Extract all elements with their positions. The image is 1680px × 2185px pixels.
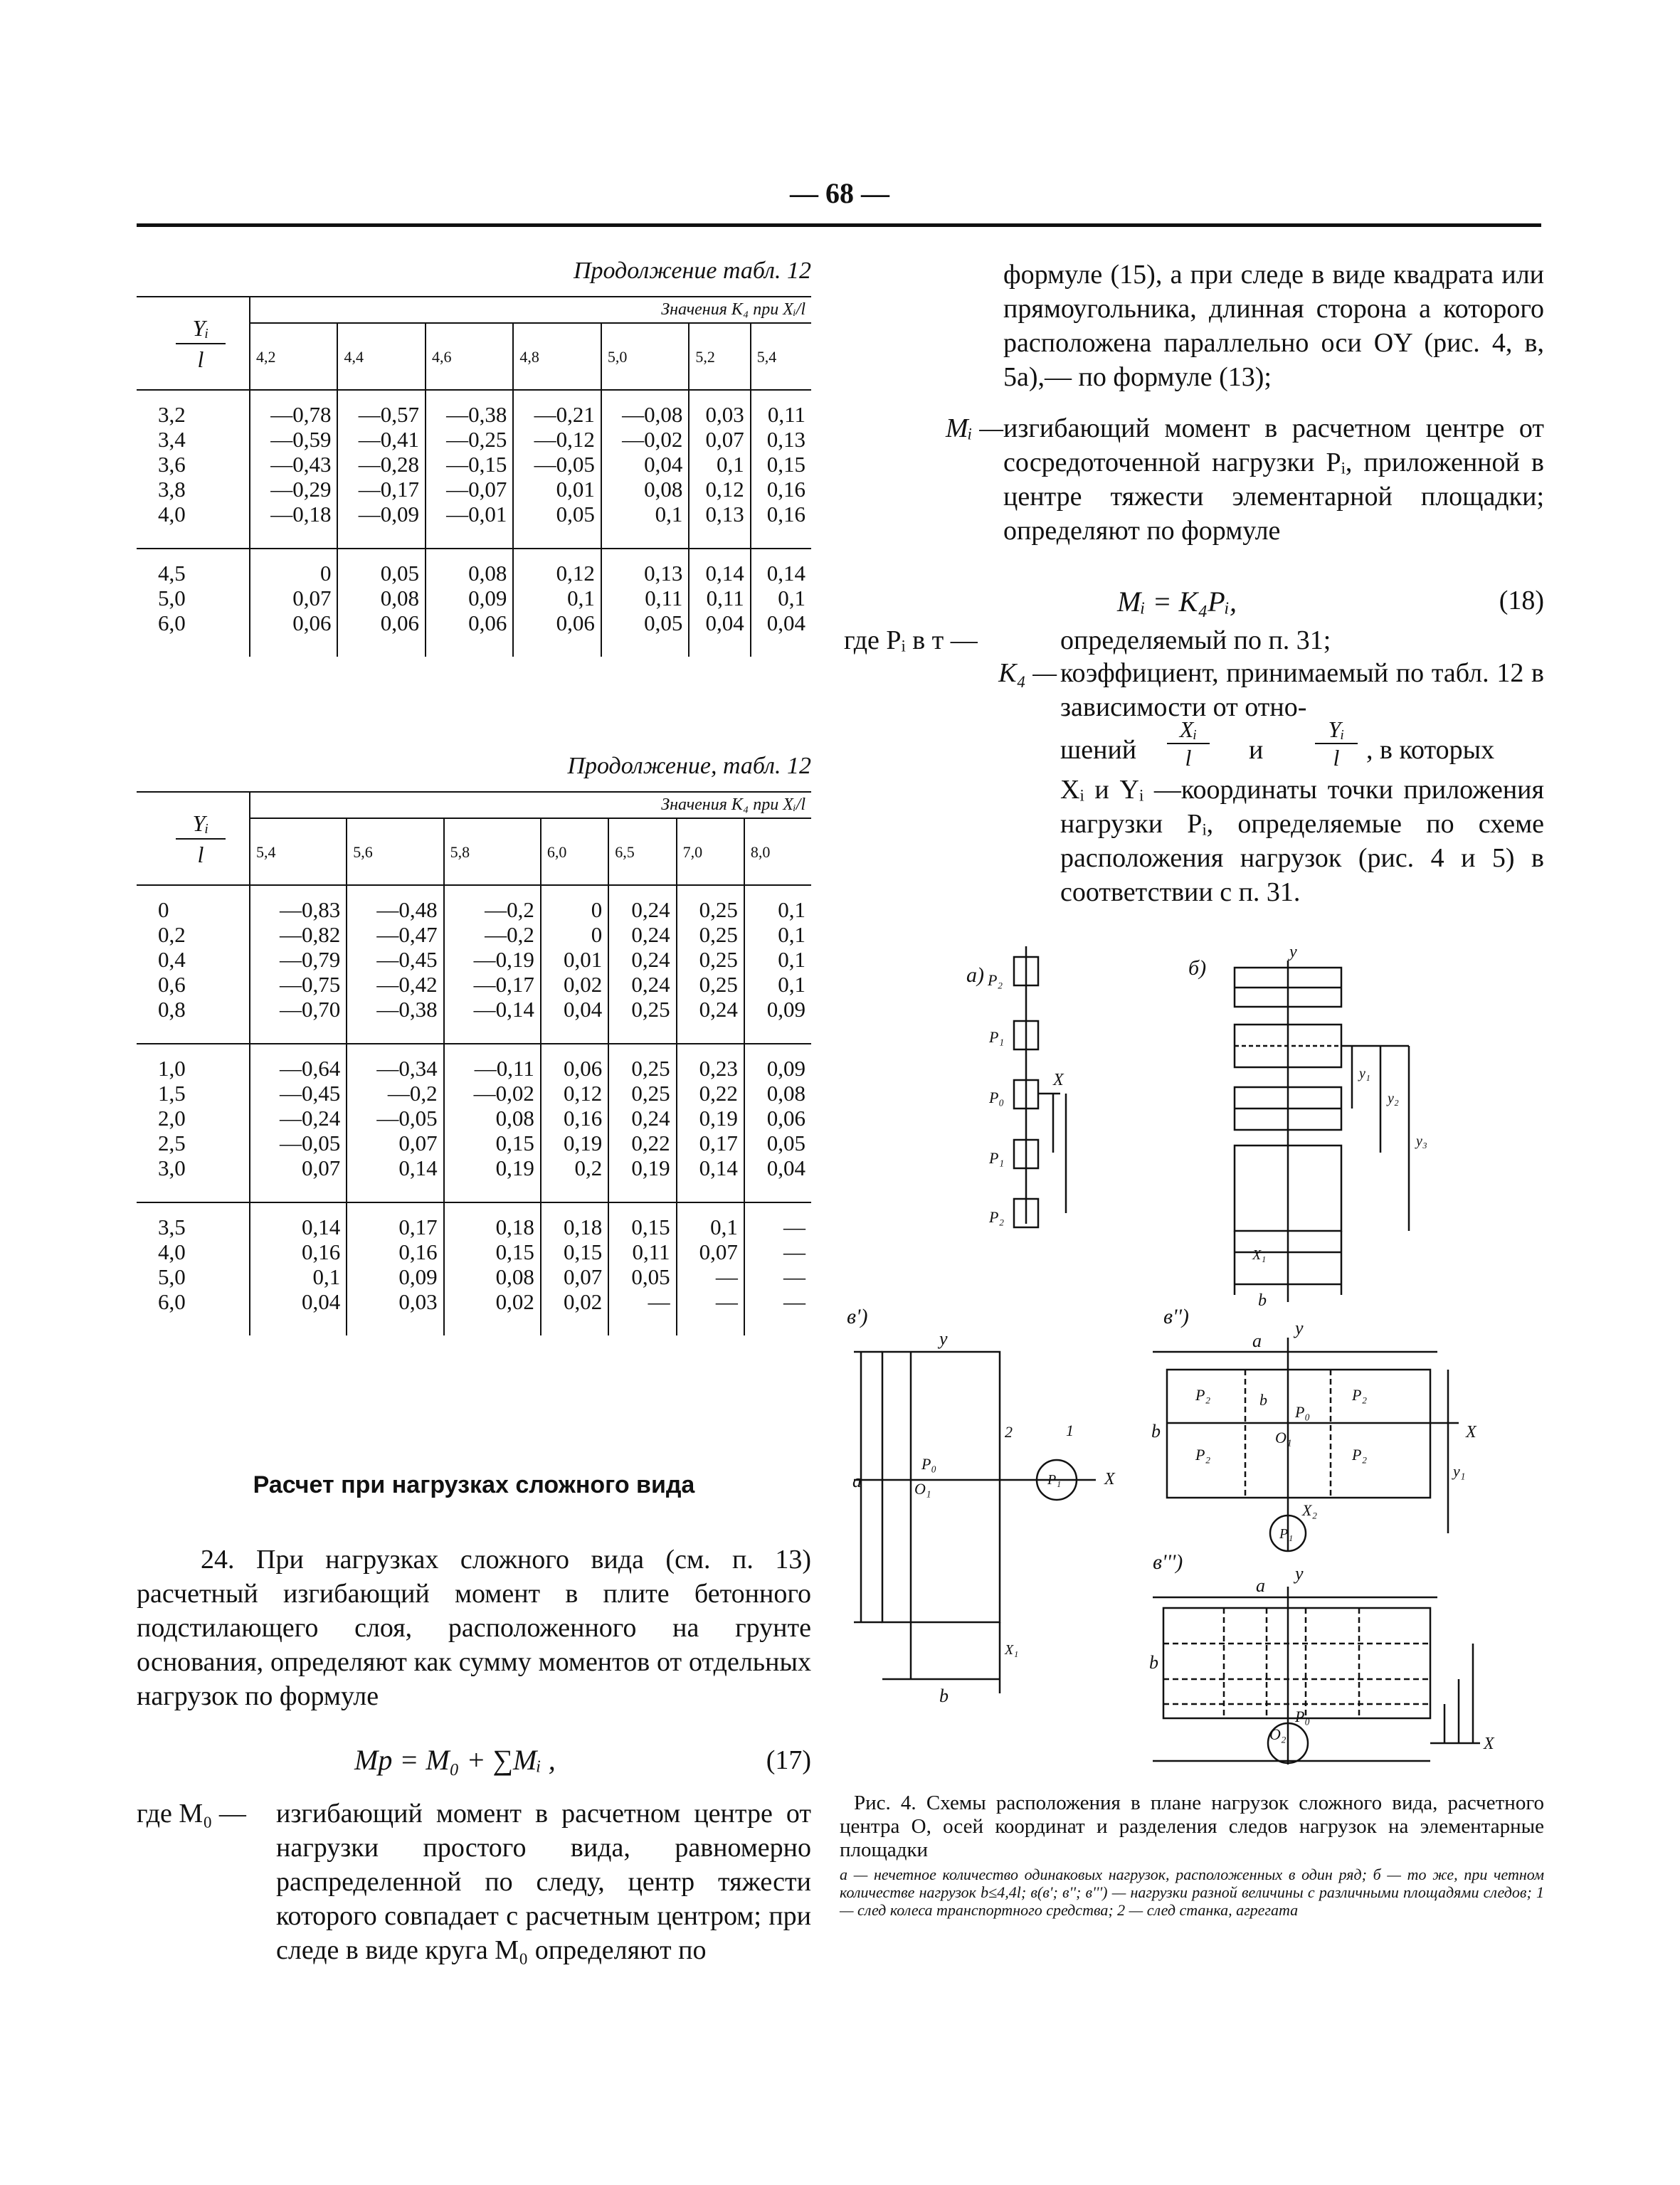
table1 [137,296,811,657]
table2-cell: 0,6 [158,972,186,997]
table2-cell: —0,45 [250,1081,347,1106]
table2-cell: —0,17 [444,972,541,997]
table1-cell: 0,12 [689,477,750,502]
table2-cell: —0,02 [444,1081,541,1106]
table2-cell: 0,18 [541,1203,608,1239]
scheme-a [966,946,1066,1227]
table1-cell: —0,38 [426,390,513,427]
table2-cell: 0,24 [608,885,676,922]
table2-cell: 0,06 [541,1044,608,1081]
table2-cell: 0,08 [744,1081,811,1106]
v2-b-dim: b [1151,1421,1161,1441]
table1-caption: Продолжение табл. 12 [573,258,811,284]
table2-cell: 0,09 [744,1044,811,1081]
table2-cell: 0,05 [744,1131,811,1155]
paragraph-24: 24. При нагрузках сложного вида (см. п. 13) расчетный изгибающий момент в плите бетонного подстилающего слоя, расположенного на грунте основания, определяют как сумму моментов от отдельных нагрузок по формуле [137,1545,811,1711]
table2-cell: 0,03 [347,1289,443,1314]
table2-cell: 0,05 [608,1264,676,1289]
table2-cell: 0,06 [744,1106,811,1131]
table1-cell: —0,17 [337,477,425,502]
table1-cell: 0,07 [689,427,750,452]
table2-column-header: 5,8 [444,818,541,885]
table1-cell: —0,28 [337,452,425,477]
table2-cell: 2,5 [158,1131,186,1155]
table2-caption: Продолжение, табл. 12 [567,753,811,779]
scheme-v1 [847,1305,1116,1706]
table2-cell: —0,42 [347,972,443,997]
b-y3: y₃ [1416,1133,1427,1149]
table1-cell: —0,21 [513,390,601,427]
table1-cell: —0,09 [337,502,425,527]
table2-cell: —0,75 [250,972,347,997]
v2-o1: O₁ [1275,1429,1292,1446]
table1-cell: 3,2 [158,402,186,427]
table1-cell: 0,11 [751,390,811,427]
table2-cell: 6,0 [158,1289,186,1314]
table1-cell: 0,01 [513,477,601,502]
table2-cell: 0,24 [608,922,676,947]
table2-cell: — [608,1289,676,1314]
table2-cell: 0,17 [347,1203,443,1239]
table1-cell: 0,1 [689,452,750,477]
pi-text: определяемый по п. 31; [1060,625,1331,655]
table2-cell: 0,12 [541,1081,608,1106]
where-m0-label: где M₀ — [137,1799,246,1829]
table2-cell: 0,16 [250,1239,347,1264]
v1-a-dim: a [852,1471,862,1491]
table2-column-header: 5,4 [250,818,347,885]
a-p2-bottom: P₂ [989,1208,1005,1226]
table2-cell: 0,02 [444,1289,541,1314]
table2 [137,791,811,1335]
table1-cell: 0,13 [751,427,811,452]
table2-cell: 0,02 [541,1289,608,1314]
a-p0: P₀ [989,1089,1005,1106]
table1-cell: 0,06 [513,610,601,635]
table2-cell: 0,18 [444,1203,541,1239]
a-p2-top: P₂ [988,971,1003,989]
table1-cell: —0,78 [250,390,337,427]
v1-b-dim: b [939,1686,949,1706]
b-y2: y₂ [1388,1091,1399,1106]
yi-numerator: Yᵢ [192,810,209,836]
table2-cell: 0,25 [677,947,744,972]
table2-cell: —0,24 [250,1106,347,1131]
fraction-xi-den: l [1185,745,1192,771]
table1-cell: 0,14 [751,549,811,586]
table2-cell: 0,22 [677,1081,744,1106]
v3-x-axis: X [1484,1735,1494,1753]
v2-p2-topleft: P₂ [1195,1386,1211,1404]
table2-cell: — [744,1289,811,1314]
v1-x-axis: X [1104,1470,1115,1488]
table1-cell: 0,1 [601,502,689,527]
table2-cell: — [744,1239,811,1264]
pi-label: где Pᵢ в т — [844,625,978,655]
table1-cell: —0,07 [426,477,513,502]
table2-cell: 0,14 [347,1155,443,1180]
table2-cell: —0,2 [347,1081,443,1106]
table2-cell: —0,79 [250,947,347,972]
table2-cell: 0,04 [250,1289,347,1314]
table2-cell: 0,2 [158,922,186,947]
table2-cell: 0,25 [608,997,676,1022]
scheme-v2 [1151,1305,1477,1551]
table1-cell: —0,43 [250,452,337,477]
table1-cell: —0,29 [250,477,337,502]
table2-cell: 3,5 [158,1215,186,1239]
table2-cell: 0,1 [744,885,811,922]
table2-cell: —0,48 [347,885,443,922]
table2-cell: 0,25 [677,972,744,997]
table1-cell: —0,08 [601,390,689,427]
table1-cell: —0,02 [601,427,689,452]
b-x1: X₁ [1252,1247,1267,1263]
table1-cell: 0,06 [337,610,425,635]
table2-cell: —0,70 [250,997,347,1022]
table2-cell: —0,47 [347,922,443,947]
table2-cell: 0,8 [158,997,186,1022]
formula-18: Mᵢ = K₄Pᵢ, [1117,586,1237,618]
table1-cell: 0,13 [601,549,689,586]
table2-cell: —0,83 [250,885,347,922]
v2-p2-bottomright: P₂ [1352,1446,1368,1464]
table2-cell: 0,1 [744,972,811,997]
table2-cell: — [677,1289,744,1314]
table2-cell: 0,24 [608,947,676,972]
mi-label: Mᵢ — [946,413,1003,443]
table1-column-header: 5,2 [689,323,750,390]
table1-column-header: 4,2 [250,323,337,390]
section-title: Расчет при нагрузках сложного вида [253,1471,695,1498]
table1-cell: 0,08 [337,586,425,610]
table1-cell: 0,13 [689,502,750,527]
table1-cell: 0,05 [513,502,601,527]
table2-yi-label [158,810,243,868]
table1-cell: —0,15 [426,452,513,477]
yi-denominator: l [197,841,204,867]
table1-cell: 4,5 [158,561,186,586]
table1-cell: —0,01 [426,502,513,527]
fraction-xi-num: Xᵢ [1179,716,1198,742]
table1-cell: 5,0 [158,586,186,610]
table2-column-header: 6,5 [608,818,676,885]
table2-cell: — [744,1264,811,1289]
table1-cell: 0 [250,549,337,586]
table2-cell: 0,04 [744,1155,811,1180]
table2-cell: 0,1 [677,1203,744,1239]
table1-cell: 0,07 [250,586,337,610]
table2-cell: 0,07 [541,1264,608,1289]
mi-text: изгибающий момент в расчетном центре от сосредоточенной нагрузки Pᵢ, приложенной в центре тяжести элементарной площадки; определяют по формуле [1003,413,1544,546]
table1-column-header: 4,4 [337,323,425,390]
right-intro-text: формуле (15), а при следе в виде квадрата или прямоугольника, длинная сторона a которого расположена параллельно оси OY (рис. 4, в, 5а),— по формуле (13); [1003,260,1544,392]
table2-cell: 0,25 [608,1081,676,1106]
table1-column-header: 4,8 [513,323,601,390]
table2-cell: 0,2 [541,1155,608,1180]
table1-cell: 0,14 [689,549,750,586]
table2-cell: 1,5 [158,1081,186,1106]
v3-y-axis: y [1295,1563,1304,1584]
table2-cell: 0,16 [541,1106,608,1131]
table1-header: Значения K₄ при Xᵢ/l [250,297,811,323]
v2-y-axis: y [1295,1318,1304,1338]
table2-cell: 0,25 [677,922,744,947]
v1-p1: P₁ [1047,1472,1062,1488]
table1-cell: 0,04 [689,610,750,635]
table1-cell: 0,06 [250,610,337,635]
table2-cell: 0,08 [444,1264,541,1289]
table2-cell: 0,25 [608,1044,676,1081]
table2-cell: 0,01 [541,947,608,972]
v2-p2-bottomleft: P₂ [1195,1446,1211,1464]
table2-cell: —0,2 [444,885,541,922]
table1-cell: 3,4 [158,427,186,452]
table2-cell: —0,19 [444,947,541,972]
formula-18-number: (18) [1499,586,1544,615]
k4-text-2a: шений [1060,735,1137,765]
table1-cell: 4,0 [158,502,186,527]
table2-cell: —0,82 [250,922,347,947]
v2-p0: P₀ [1295,1403,1311,1421]
table2-cell: 0,14 [677,1155,744,1180]
table2-cell: 0,07 [677,1239,744,1264]
table2-cell: 0,24 [608,1106,676,1131]
table2-cell: 0,19 [608,1155,676,1180]
table1-cell: 0,11 [689,586,750,610]
table2-cell: —0,45 [347,947,443,972]
figure-caption: Рис. 4. Схемы расположения в плане нагрузок сложного вида, расчетного центра O, осей координат и разделения следов нагрузок на элементарные площадки [840,1792,1544,1861]
where-m0-text: изгибающий момент в расчетном центре от нагрузки простого вида, равномерно распределенной по следу, центр тяжести которого совпадает с расчетным центром; при следе в виде круга M₀ определяют по [276,1799,811,1965]
table2-cell: 0,23 [677,1044,744,1081]
table1-cell: 3,6 [158,452,186,477]
table1-cell: 3,8 [158,477,186,502]
table1-cell: 0,1 [513,586,601,610]
table2-cell: 0,19 [444,1155,541,1180]
v1-number-2: 2 [1005,1423,1013,1441]
table2-column-header: 8,0 [744,818,811,885]
table2-cell: —0,05 [347,1106,443,1131]
table2-cell: 0,22 [608,1131,676,1155]
table1-cell: 0,05 [601,610,689,635]
table2-cell: 0,09 [347,1264,443,1289]
table2-cell: 0,15 [608,1203,676,1239]
table1-column-header: 5,0 [601,323,689,390]
table1-cell: 0,16 [751,477,811,502]
table2-cell: 0 [541,922,608,947]
figure-legend: а — нечетное количество одинаковых нагрузок, расположенных в один ряд; б — то же, при четном количестве нагрузок b≤4,4l; в(в'; в''; в''') — нагрузки разной величины с различными площадями следов; 1 — след колеса транспортного средства; 2 — след станка, агрегата [840,1866,1544,1919]
table2-cell: 0,15 [541,1239,608,1264]
label-v1: в') [847,1305,868,1328]
v2-b-inner: b [1259,1391,1267,1409]
table1-cell: 0,15 [751,452,811,477]
table2-cell: 0,1 [250,1264,347,1289]
table2-cell: — [677,1264,744,1289]
table2-cell: 0,07 [250,1155,347,1180]
table1-cell: 0,12 [513,549,601,586]
table2-cell: — [744,1203,811,1239]
table1-cell: 0,04 [751,610,811,635]
table1-cell: 6,0 [158,610,186,635]
v1-p0: P₀ [921,1455,937,1473]
table2-column-header: 7,0 [677,818,744,885]
k4-text-2b: , в которых [1366,735,1495,765]
table2-cell: —0,38 [347,997,443,1022]
table1-cell: —0,25 [426,427,513,452]
table2-cell: 5,0 [158,1264,186,1289]
k4-text-3: Xᵢ и Yᵢ —координаты точки приложения нагрузки Pᵢ, определяемые по схеме расположения нагрузок (рис. 4 и 5) в соответствии с п. 31. [1060,775,1544,907]
scheme-b [1188,943,1427,1310]
table2-cell: 2,0 [158,1106,186,1131]
scheme-v3 [1149,1550,1495,1765]
k4-label: K₄ — [998,658,1057,688]
table2-cell: 0,4 [158,947,186,972]
table2-cell: 0,08 [444,1106,541,1131]
b-b-dim: b [1258,1291,1267,1310]
label-a: а) [966,963,984,987]
formula-17: Mр = M₀ + ∑Mᵢ , [354,1744,556,1776]
table2-column-header: 5,6 [347,818,443,885]
table1-cell: 0,06 [426,610,513,635]
v2-a-dim: a [1252,1330,1262,1351]
table2-cell: —0,64 [250,1044,347,1081]
a-p1-top: P₁ [989,1028,1005,1046]
table1-cell: —0,12 [513,427,601,452]
yi-numerator: Yᵢ [192,314,209,341]
table2-cell: 4,0 [158,1239,186,1264]
b-y-axis: y [1289,943,1297,961]
table2-cell: 0,24 [608,972,676,997]
table2-cell: 1,0 [158,1056,186,1081]
table1-yi-label [158,314,243,373]
label-b: б) [1188,956,1207,980]
table1-cell: 0,08 [426,549,513,586]
table2-cell: 0,04 [541,997,608,1022]
table2-cell: —0,2 [444,922,541,947]
a-p1-bottom: P₁ [989,1149,1005,1167]
table1-cell: —0,57 [337,390,425,427]
v2-p1: P₁ [1279,1526,1294,1542]
table2-cell: 0,19 [541,1131,608,1155]
v2-y1: y₁ [1453,1462,1466,1480]
b-y1: y₁ [1359,1066,1370,1081]
table1-cell: —0,05 [513,452,601,477]
table2-cell: 0,17 [677,1131,744,1155]
v3-b-dim: b [1149,1652,1158,1673]
table2-cell: 0,15 [444,1239,541,1264]
v2-x2: X₂ [1302,1501,1318,1519]
table2-cell: 0 [158,897,169,922]
table2-cell: —0,05 [250,1131,347,1155]
fraction-yi-l [1315,716,1358,771]
table1-cell: 0,03 [689,390,750,427]
fraction-xi-l [1167,716,1210,771]
table1-cell: —0,18 [250,502,337,527]
table2-cell: 0,07 [347,1131,443,1155]
table2-cell: 0,11 [608,1239,676,1264]
table1-cell: 0,08 [601,477,689,502]
table1-cell: —0,59 [250,427,337,452]
table2-cell: 0,02 [541,972,608,997]
table2-cell: —0,34 [347,1044,443,1081]
page-number: — 68 — [790,177,889,209]
k4-and: и [1249,735,1264,765]
table2-cell: 0,14 [250,1203,347,1239]
v1-o1: O₁ [914,1480,931,1498]
figure-4-diagram [840,925,1551,1779]
v2-x-axis: X [1466,1423,1476,1441]
v3-p0: P₀ [1295,1708,1311,1725]
table2-cell: —0,11 [444,1044,541,1081]
table2-header: Значения K₄ при Xᵢ/l [250,792,811,818]
table2-column-header: 6,0 [541,818,608,885]
table1-cell: 0,11 [601,586,689,610]
table2-cell: 0,09 [744,997,811,1022]
v1-y-axis: y [939,1328,948,1349]
v2-p2-topright: P₂ [1352,1386,1368,1404]
top-rule [137,223,1541,227]
table2-cell: 0 [541,885,608,922]
table1-column-header: 4,6 [426,323,513,390]
table2-cell: 0,1 [744,947,811,972]
table2-cell: 0,16 [347,1239,443,1264]
table2-cell: 0,25 [677,885,744,922]
v1-x1: X₁ [1005,1642,1019,1658]
table2-cell: 0,19 [677,1106,744,1131]
v3-o2: O₂ [1269,1725,1287,1743]
yi-denominator: l [197,346,204,372]
a-x-axis: X [1053,1071,1064,1089]
table1-cell: 0,04 [601,452,689,477]
table2-cell: 0,1 [744,922,811,947]
fraction-yi-num: Yᵢ [1328,716,1345,742]
label-v2: в'') [1163,1305,1189,1328]
table2-cell: 0,24 [677,997,744,1022]
table1-cell: 0,09 [426,586,513,610]
table1-cell: —0,41 [337,427,425,452]
k4-text-1: коэффициент, принимаемый по табл. 12 в зависимости от отно- [1060,658,1544,722]
table1-cell: 0,16 [751,502,811,527]
table1-cell: 0,1 [751,586,811,610]
table2-cell: —0,14 [444,997,541,1022]
formula-17-number: (17) [766,1745,811,1775]
v3-a-dim: a [1256,1575,1265,1596]
label-v3: в''') [1153,1550,1183,1574]
table1-cell: 0,05 [337,549,425,586]
v1-number-1: 1 [1066,1422,1074,1439]
fraction-yi-den: l [1333,745,1340,771]
table2-cell: 3,0 [158,1155,186,1180]
table1-column-header: 5,4 [751,323,811,390]
table2-cell: 0,15 [444,1131,541,1155]
